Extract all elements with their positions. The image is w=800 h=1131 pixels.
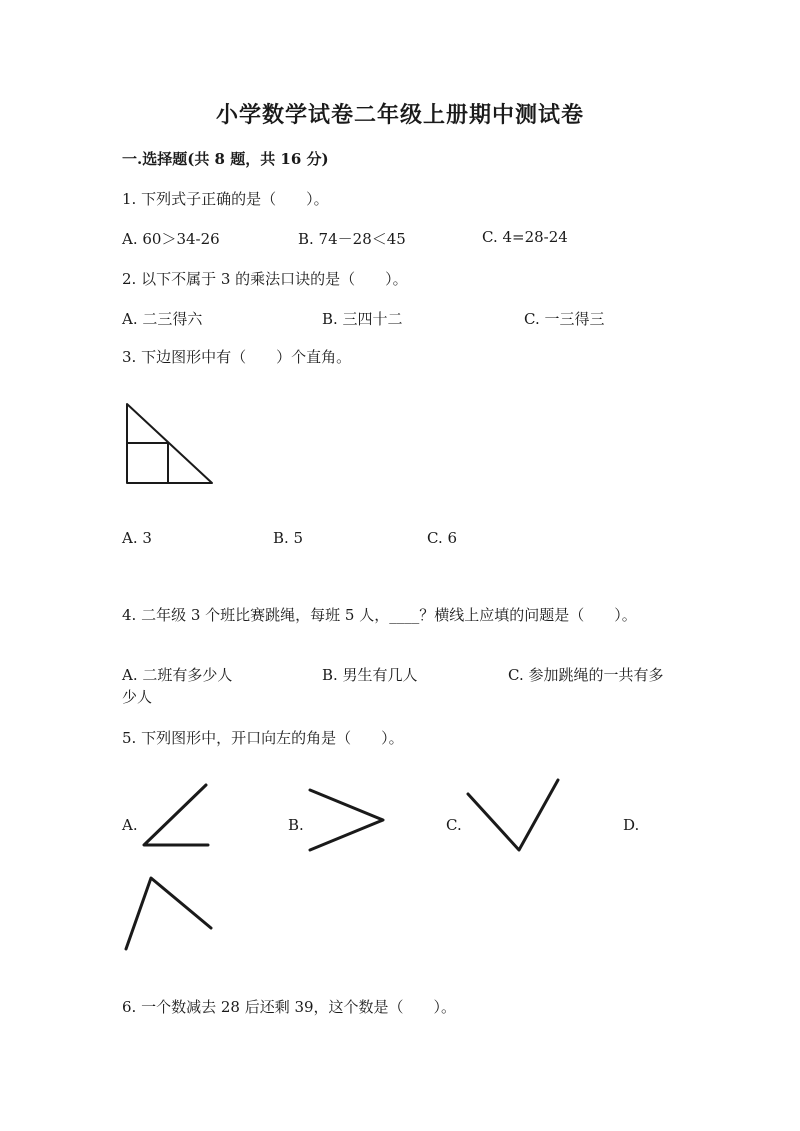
question-4-option-c-continued: 少人 [122, 688, 153, 706]
angle-a-lines [144, 785, 208, 845]
question-5-text: 5. 下列图形中，开口向左的角是（ ）。 [122, 729, 404, 747]
triangle-figure [122, 400, 217, 486]
page-title: 小学数学试卷二年级上册期中测试卷 [215, 102, 584, 128]
question-1-option-b: B. 74－28＜45 [298, 230, 406, 248]
section-heading: 一.选择题(共 8 题，共 16 分) [122, 150, 329, 168]
angle-b-lines [310, 790, 383, 850]
question-1-option-a: A. 60＞34-26 [122, 230, 220, 248]
question-5-option-d-label: D. [623, 816, 640, 834]
question-4-option-b: B. 男生有几人 [322, 666, 418, 684]
angle-c-lines [468, 780, 558, 850]
question-5-option-a-label: A. [122, 816, 138, 834]
question-1-option-c: C. 4=28-24 [482, 228, 568, 246]
question-2-option-a: A. 二三得六 [122, 310, 203, 328]
question-3-option-b: B. 5 [273, 529, 304, 547]
question-6-text: 6. 一个数减去 28 后还剩 39，这个数是（ ）。 [122, 998, 457, 1016]
question-3-text: 3. 下边图形中有（ ）个直角。 [122, 348, 352, 366]
question-2-option-c: C. 一三得三 [524, 310, 605, 328]
question-4-option-c: C. 参加跳绳的一共有多 [508, 666, 664, 684]
question-2-text: 2. 以下不属于 3 的乘法口诀的是（ ）。 [122, 270, 408, 288]
question-2-option-b: B. 三四十二 [322, 310, 403, 328]
question-3-option-a: A. 3 [122, 529, 152, 547]
question-1-text: 1. 下列式子正确的是（ ）。 [122, 190, 329, 208]
question-4-option-a: A. 二班有多少人 [122, 666, 233, 684]
question-4-text: 4. 二年级 3 个班比赛跳绳，每班 5 人，____？横线上应填的问题是（ ）。 [122, 606, 637, 624]
angle-d-lines [126, 878, 211, 949]
question-3-option-c: C. 6 [427, 529, 458, 547]
question-5-option-b-label: B. [288, 816, 304, 834]
angle-d-figure [120, 874, 216, 954]
question-5-option-c-label: C. [446, 816, 462, 834]
angle-b-figure [306, 786, 388, 854]
angle-a-figure [140, 782, 210, 848]
angle-c-figure [464, 776, 562, 854]
